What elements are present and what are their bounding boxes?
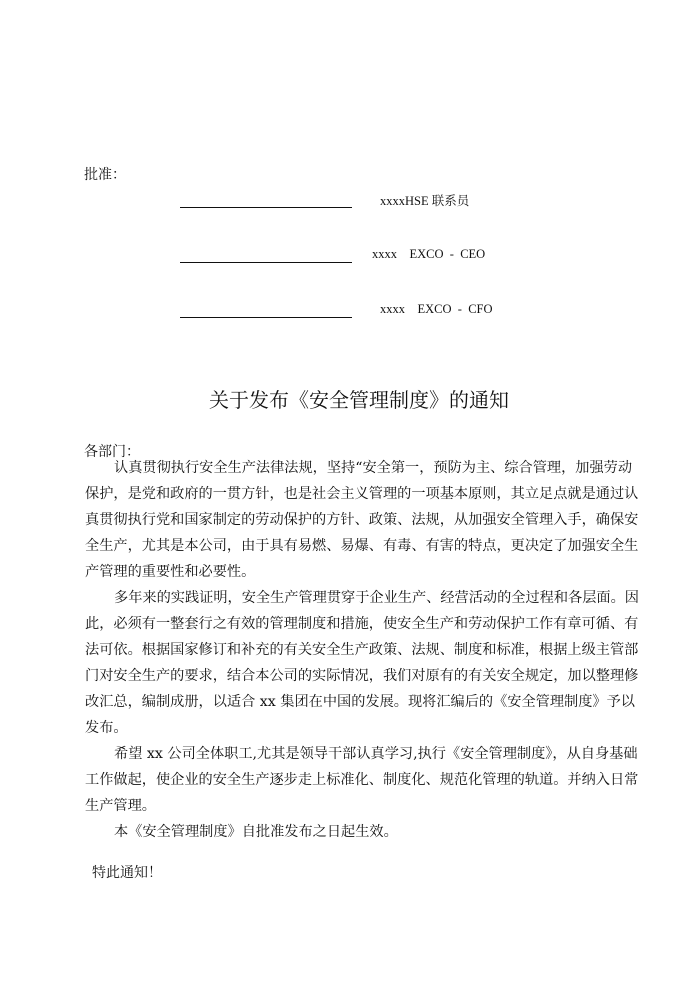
paragraph-line: 保护，是党和政府的一贯方针，也是社会主义管理的一项基本原则，其立足点就是通过认 — [85, 486, 639, 502]
notice-title: 关于发布《安全管理制度》的通知 — [209, 388, 509, 412]
paragraph-line: 工作做起，使企业的安全生产逐步走上标准化、制度化、规范化管理的轨道。并纳入日常 — [85, 772, 639, 788]
paragraph-line: 发布。 — [85, 720, 128, 736]
signature-line — [180, 262, 352, 263]
paragraph-line: 门对安全生产的要求，结合本公司的实际情况，我们对原有的有关安全规定，加以整理修 — [85, 668, 639, 684]
signatory-cfo: xxxx EXCO - CFO — [380, 302, 493, 316]
paragraph-line: 法可依。根据国家修订和补充的有关安全生产政策、法规、制度和标准，根据上级主管部 — [85, 642, 639, 658]
signatory-hse: xxxxHSE 联系员 — [380, 194, 470, 208]
approval-label: 批准： — [84, 167, 126, 183]
paragraph-line: 真贯彻执行党和国家制定的劳动保护的方针、政策、法规，从加强安全管理入手，确保安 — [85, 512, 639, 528]
paragraph-line: 本《安全管理制度》自批准发布之日起生效。 — [114, 824, 398, 840]
paragraph-line: 多年来的实践证明，安全生产管理贯穿于企业生产、经营活动的全过程和各层面。因 — [114, 590, 639, 606]
closing-remark: 特此通知！ — [92, 865, 162, 881]
signature-line — [180, 317, 352, 318]
paragraph — [85, 741, 639, 819]
paragraph-line: 生产管理。 — [85, 798, 156, 814]
paragraph-line: 全生产，尤其是本公司，由于具有易燃、易爆、有毒、有害的特点，更决定了加强安全生 — [85, 538, 639, 554]
signatory-ceo: xxxx EXCO - CEO — [372, 247, 486, 261]
paragraph-line: 认真贯彻执行安全生产法律法规，坚持“安全第一，预防为主、综合管理，加强劳动 — [114, 460, 633, 476]
salutation: 各部门： — [84, 444, 140, 460]
paragraph-line: 希望 xx 公司全体职工,尤其是领导干部认真学习,执行《安全管理制度》，从自身基础 — [114, 746, 638, 762]
paragraph-line: 产管理的重要性和必要性。 — [85, 564, 256, 580]
paragraph — [85, 455, 639, 585]
paragraph-line: 此，必须有一整套行之有效的管理制度和措施，使安全生产和劳动保护工作有章可循、有 — [85, 616, 639, 632]
paragraph — [85, 819, 617, 845]
paragraph — [85, 585, 639, 741]
notice-body — [85, 455, 639, 845]
paragraph-line: 改汇总，编制成册，以适合 xx 集团在中国的发展。现将汇编后的《安全管理制度》予以 — [85, 694, 635, 710]
signature-line — [180, 207, 352, 208]
